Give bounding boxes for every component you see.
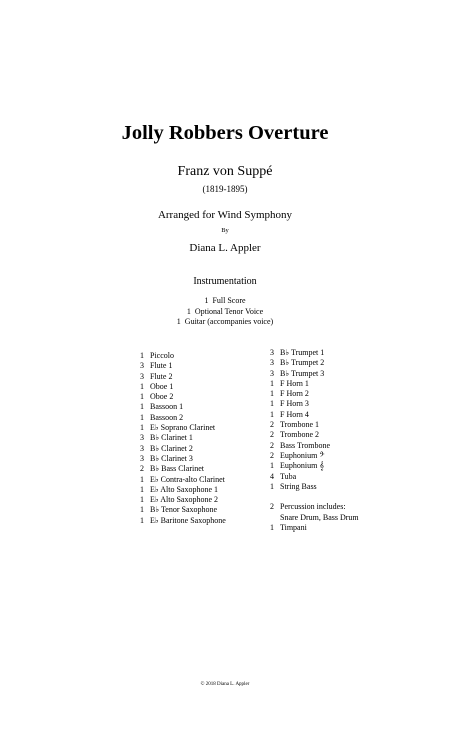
list-item bbox=[140, 433, 226, 443]
item-count: 1 bbox=[186, 306, 191, 316]
item-count: 2 bbox=[270, 440, 274, 450]
list-item bbox=[270, 399, 359, 409]
list-item bbox=[270, 482, 359, 492]
item-count: 1 bbox=[204, 296, 209, 305]
item-label: B♭ Trumpet 3 bbox=[280, 368, 325, 378]
item-count: 1 bbox=[270, 399, 274, 409]
item-count: 1 bbox=[270, 378, 274, 388]
item-count: 1 bbox=[140, 474, 144, 484]
list-item bbox=[270, 513, 359, 523]
item-label: Guitar (accompanies voice) bbox=[184, 317, 274, 326]
item-count: 1 bbox=[140, 392, 144, 402]
item-count: 1 bbox=[270, 481, 274, 491]
item-count: 2 bbox=[270, 420, 274, 430]
item-count: 3 bbox=[140, 453, 144, 463]
list-item bbox=[270, 379, 359, 389]
item-count: 2 bbox=[270, 502, 274, 512]
brass-percussion-list bbox=[270, 348, 359, 533]
item-label: E♭ Baritone Saxophone bbox=[150, 515, 226, 525]
arranged-for: Arranged for Wind Symphony bbox=[157, 209, 293, 221]
list-item bbox=[0, 317, 450, 328]
list-item bbox=[140, 392, 226, 402]
item-label: E♭ Contra-alto Clarinet bbox=[150, 474, 225, 484]
list-item bbox=[270, 430, 359, 440]
list-item bbox=[140, 485, 226, 495]
item-label: Optional Tenor Voice bbox=[194, 306, 264, 316]
item-label: E♭ Soprano Clarinet bbox=[150, 423, 216, 433]
item-label: B♭ Bass Clarinet bbox=[150, 464, 204, 474]
item-count: 1 bbox=[140, 505, 144, 515]
list-item bbox=[270, 441, 359, 451]
item-count: 1 bbox=[176, 317, 181, 326]
item-label: F Horn 1 bbox=[280, 378, 309, 388]
item-count: 1 bbox=[140, 402, 144, 412]
item-label: Flute 2 bbox=[150, 371, 173, 381]
item-label: Trombone 1 bbox=[280, 420, 320, 430]
item-count: 4 bbox=[270, 471, 274, 481]
item-label: Oboe 2 bbox=[150, 392, 174, 402]
list-item bbox=[270, 523, 359, 533]
item-label: F Horn 2 bbox=[280, 389, 309, 399]
item-count: 1 bbox=[270, 389, 274, 399]
instrumentation-heading: Instrumentation bbox=[193, 276, 257, 287]
item-label: Euphonium 𝄞 bbox=[280, 461, 325, 471]
item-label: B♭ Trumpet 2 bbox=[280, 358, 325, 368]
list-item bbox=[140, 516, 226, 526]
item-count: 1 bbox=[140, 515, 144, 525]
list-item bbox=[140, 382, 226, 392]
item-count: 1 bbox=[140, 423, 144, 433]
woodwind-list bbox=[140, 351, 226, 526]
item-count: 2 bbox=[140, 464, 144, 474]
item-label: Bassoon 1 bbox=[150, 402, 184, 412]
item-count: 1 bbox=[270, 461, 274, 471]
item-label: Bass Trombone bbox=[280, 440, 331, 450]
list-item bbox=[0, 296, 450, 307]
list-item bbox=[270, 472, 359, 482]
item-count: 1 bbox=[140, 484, 144, 494]
item-label: E♭ Alto Saxophone 2 bbox=[150, 495, 218, 505]
item-count: 1 bbox=[140, 412, 144, 422]
item-label: B♭ Tenor Saxophone bbox=[150, 505, 218, 515]
list-item bbox=[140, 475, 226, 485]
item-label: Timpani bbox=[280, 523, 307, 533]
item-count: 3 bbox=[140, 361, 144, 371]
item-label: Euphonium 𝄢 bbox=[280, 450, 325, 460]
item-count: 3 bbox=[140, 433, 144, 443]
list-item bbox=[140, 402, 226, 412]
item-count: 3 bbox=[270, 348, 274, 357]
item-label: Trombone 2 bbox=[280, 430, 320, 440]
item-label: Tuba bbox=[280, 471, 297, 481]
item-label: Snare Drum, Bass Drum bbox=[280, 512, 359, 522]
by-label: By bbox=[221, 227, 229, 234]
item-count: 1 bbox=[270, 409, 274, 419]
list-item bbox=[140, 413, 226, 423]
list-item bbox=[270, 451, 359, 461]
list-item bbox=[140, 423, 226, 433]
item-count: 2 bbox=[270, 450, 274, 460]
list-item bbox=[270, 348, 359, 358]
item-label: Oboe 1 bbox=[150, 381, 174, 391]
item-label: Bassoon 2 bbox=[150, 412, 184, 422]
item-label: Full Score bbox=[212, 296, 246, 305]
item-count: 3 bbox=[140, 443, 144, 453]
list-spacer bbox=[270, 492, 359, 502]
item-label: Piccolo bbox=[150, 351, 174, 360]
item-label: B♭ Trumpet 1 bbox=[280, 348, 325, 357]
list-item bbox=[140, 454, 226, 464]
item-count: 2 bbox=[270, 430, 274, 440]
list-item bbox=[270, 461, 359, 471]
item-label: Percussion includes: bbox=[280, 502, 346, 512]
item-count: 1 bbox=[270, 523, 274, 533]
list-item bbox=[270, 502, 359, 512]
list-item bbox=[270, 389, 359, 399]
item-label: F Horn 4 bbox=[280, 409, 309, 419]
list-item bbox=[270, 410, 359, 420]
item-count: 3 bbox=[270, 368, 274, 378]
list-item bbox=[140, 495, 226, 505]
list-item bbox=[140, 505, 226, 515]
score-items-list bbox=[0, 296, 450, 328]
list-item bbox=[140, 351, 226, 361]
list-item bbox=[140, 464, 226, 474]
item-label: F Horn 3 bbox=[280, 399, 309, 409]
list-item bbox=[270, 420, 359, 430]
item-count: 1 bbox=[140, 351, 144, 360]
item-label: Flute 1 bbox=[150, 361, 173, 371]
item-label: B♭ Clarinet 3 bbox=[150, 453, 193, 463]
list-item bbox=[0, 307, 450, 318]
item-label: String Bass bbox=[280, 481, 317, 491]
list-item bbox=[140, 361, 226, 371]
copyright-footer: © 2018 Diana L. Appler bbox=[200, 682, 250, 687]
item-count: 1 bbox=[140, 381, 144, 391]
list-item bbox=[270, 369, 359, 379]
item-count: 3 bbox=[270, 358, 274, 368]
item-count: 3 bbox=[140, 371, 144, 381]
list-item bbox=[140, 444, 226, 454]
arranger-name: Diana L. Appler bbox=[189, 242, 261, 254]
list-item bbox=[140, 372, 226, 382]
item-label: B♭ Clarinet 1 bbox=[150, 433, 193, 443]
list-item bbox=[270, 358, 359, 368]
item-count: 1 bbox=[140, 495, 144, 505]
item-label: E♭ Alto Saxophone 1 bbox=[150, 484, 218, 494]
page-title: Jolly Robbers Overture bbox=[121, 122, 329, 144]
composer-dates: (1819-1895) bbox=[202, 184, 248, 194]
composer-name: Franz von Suppé bbox=[177, 164, 273, 179]
item-label: B♭ Clarinet 2 bbox=[150, 443, 193, 453]
